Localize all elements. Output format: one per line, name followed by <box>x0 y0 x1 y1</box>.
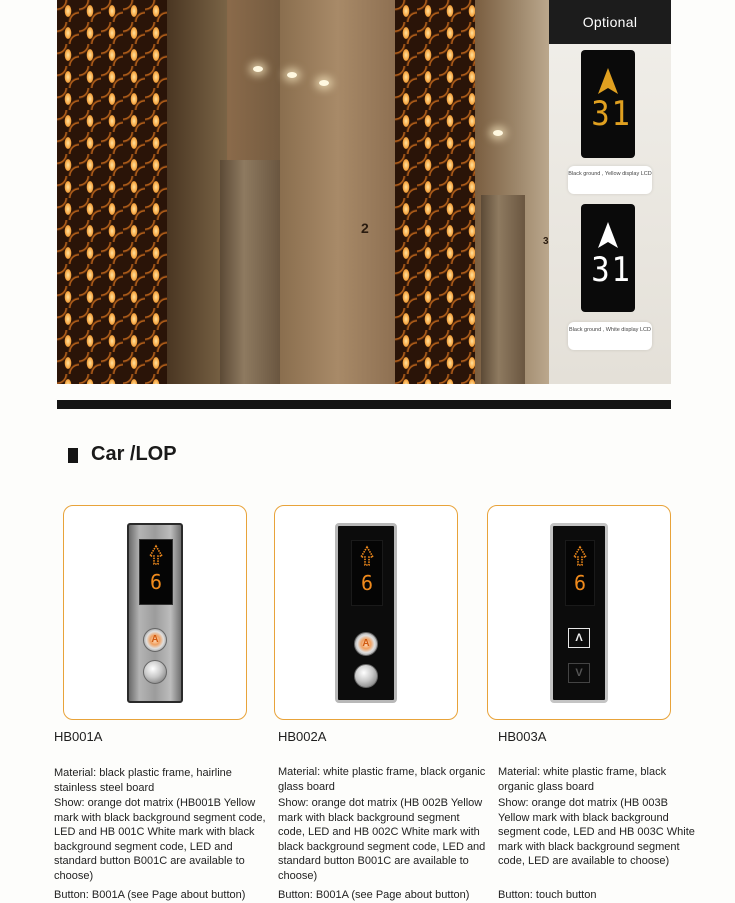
optional-label: Optional <box>549 0 671 44</box>
up-arrow-icon <box>352 541 382 571</box>
product-card-hb002a <box>274 505 458 720</box>
model-label-hb001a: HB001A <box>54 729 103 744</box>
button-text-hb002a: Button: B001A (see Page about button) <box>278 889 470 901</box>
up-arrow-icon <box>566 541 594 571</box>
white-lcd-display <box>581 204 635 312</box>
elevator-wall-center <box>280 0 395 384</box>
floor-number-label: 2 <box>361 220 369 236</box>
ceiling-light <box>253 66 263 72</box>
up-arrow-icon: Λ <box>575 632 583 644</box>
touch-button-up[interactable] <box>568 628 590 648</box>
caption-white-lcd: Black ground , White display LCD <box>568 322 652 350</box>
call-button-up[interactable] <box>354 632 378 656</box>
elevator-door-right <box>481 195 525 384</box>
decorative-lattice-left <box>57 0 167 384</box>
lcd-floor-digits: 31 <box>591 250 632 290</box>
up-arrow-icon: A <box>151 634 159 645</box>
down-arrow-icon: V <box>575 667 583 679</box>
up-arrow-icon: A <box>362 638 370 649</box>
touch-button-down[interactable] <box>568 663 590 683</box>
show-text-hb001a: Show: orange dot matrix (HB001B Yellow mark with black background segment code, LED and HB 001C White mark with black background segment code, LED and standard button B001C are available to choose) <box>54 797 266 882</box>
show-text-hb003a: Show: orange dot matrix (HB 003B Yellow mark with black background segment code, LED and HB 003C White mark with black background segment code, LED are available to choose) <box>498 797 695 868</box>
lop-panel-glass <box>335 523 397 703</box>
model-label-hb003a: HB003A <box>498 729 547 744</box>
ceiling-light <box>493 130 503 136</box>
floor-digit: 6 <box>150 570 163 594</box>
product-card-hb001a <box>63 505 247 720</box>
up-arrow-icon <box>140 540 172 570</box>
material-text-hb002a: Material: white plastic frame, black organic glass board <box>278 766 486 793</box>
product-card-hb003a <box>487 505 671 720</box>
floor-digit: 6 <box>361 571 374 595</box>
button-text-hb003a: Button: touch button <box>498 889 597 901</box>
elevator-door-left <box>220 160 280 384</box>
floor-digit: 6 <box>574 571 587 595</box>
section-divider <box>57 400 671 409</box>
call-button-down[interactable] <box>143 660 167 684</box>
lcd-floor-digits: 31 <box>591 94 632 134</box>
section-title: Car /LOP <box>91 443 177 465</box>
show-text-hb002a: Show: orange dot matrix (HB 002B Yellow mark with black background segment code, LED and HB 002C White mark with black background segment code, LED and standard button B001C are available to choose) <box>278 797 486 882</box>
call-button-up[interactable] <box>143 628 167 652</box>
dot-matrix-display <box>139 539 173 605</box>
call-button-down[interactable] <box>354 664 378 688</box>
lop-panel-hairline <box>127 523 183 703</box>
caption-yellow-lcd: Black ground , Yellow display LCD <box>568 166 652 194</box>
yellow-lcd-display <box>581 50 635 158</box>
material-text-hb001a: Material: black plastic frame, hairline stainless steel board <box>54 767 232 794</box>
material-text-hb003a: Material: white plastic frame, black organic glass board <box>498 766 667 793</box>
section-marker <box>68 448 78 463</box>
ceiling-light <box>287 72 297 78</box>
model-label-hb002a: HB002A <box>278 729 327 744</box>
dot-matrix-display <box>351 540 383 606</box>
elevator-frame-left <box>167 0 227 384</box>
ceiling-light <box>319 80 329 86</box>
lop-panel-touch <box>550 523 608 703</box>
decorative-lattice-right <box>395 0 475 384</box>
floor-number-label-right: 3 <box>543 236 549 247</box>
dot-matrix-display <box>565 540 595 606</box>
button-text-hb001a: Button: B001A (see Page about button) <box>54 889 246 901</box>
